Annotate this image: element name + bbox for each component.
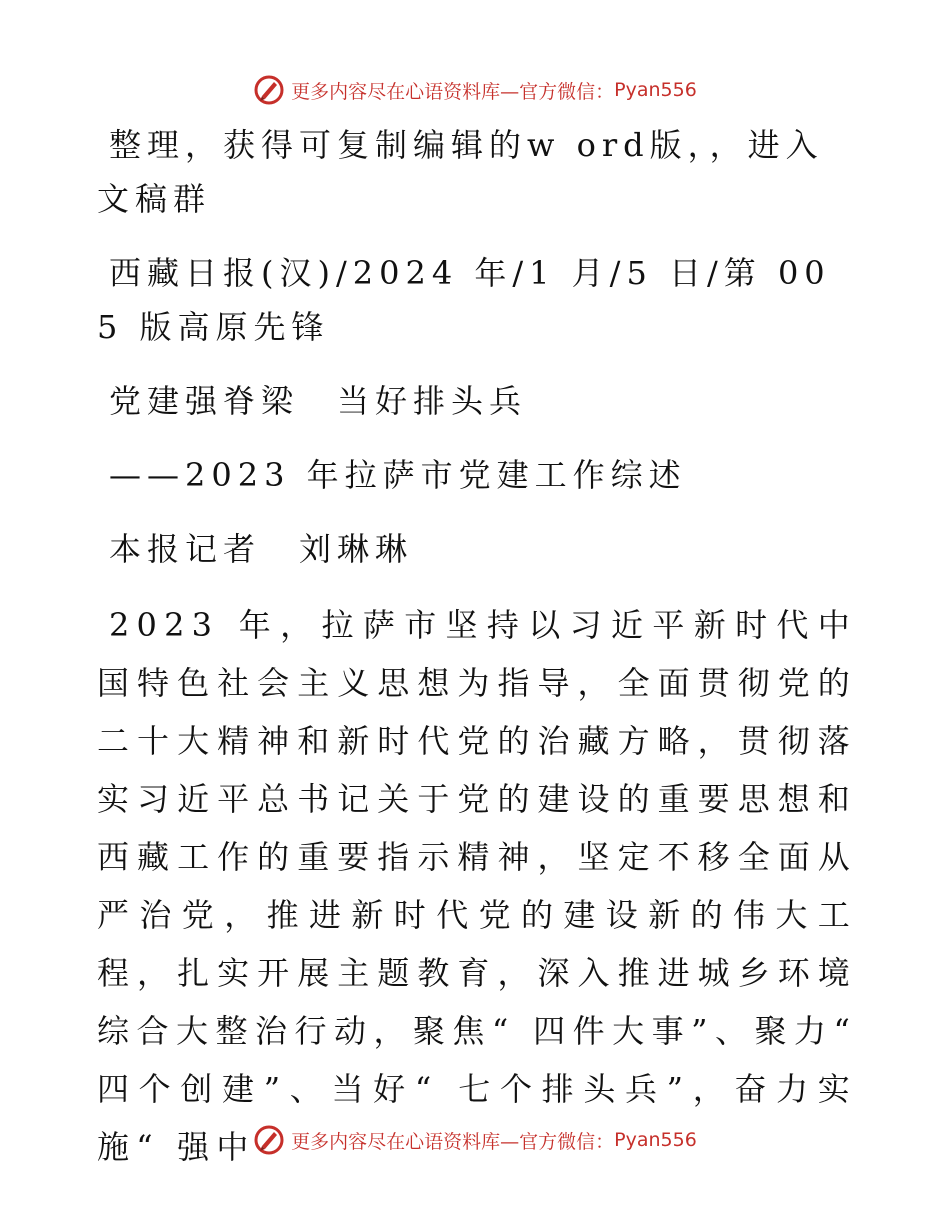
byline: 本报记者 刘琳琳 — [109, 530, 414, 568]
watermark-text: 更多内容尽在心语资料库—官方微信： — [291, 80, 615, 103]
intro-note: 整理，获得可复制编辑的w ord版，，进入文稿群 — [97, 126, 824, 218]
body-paragraph: 2023 年，拉萨市坚持以习近平新时代中国特色社会主义思想为指导，全面贯彻党的二十大精神和新时代党的治藏方略，贯彻落实习近平总书记关于党的建设的重要思想和西藏工作的重要指示精神，坚定不移全面从严治党，推进新时代党的建设新的伟大工程，扎实开展主题教育，深入推进城乡环境综合大整治行动，聚焦“ 四件大事”、聚力“ 四个创建”、当好“ 七个排头兵”，奋力实施“ 强中 — [97, 606, 857, 1166]
pen-logo-icon — [253, 74, 285, 106]
article-subtitle: ——2023 年拉萨市党建工作综述 — [109, 456, 687, 494]
article-title: 党建强脊梁 当好排头兵 — [109, 382, 528, 420]
pen-logo-icon — [253, 1124, 285, 1156]
header-watermark — [0, 70, 950, 110]
watermark-text: 更多内容尽在心语资料库—官方微信： — [291, 1130, 615, 1153]
source-line: 西藏日报(汉)/2024 年/1 月/5 日/第 005 版高原先锋 — [97, 254, 831, 346]
watermark-wechat-id: Pyan556 — [614, 79, 697, 101]
watermark-wechat-id: Pyan556 — [614, 1129, 697, 1151]
document-body — [97, 118, 857, 1176]
footer-watermark — [0, 1120, 950, 1160]
